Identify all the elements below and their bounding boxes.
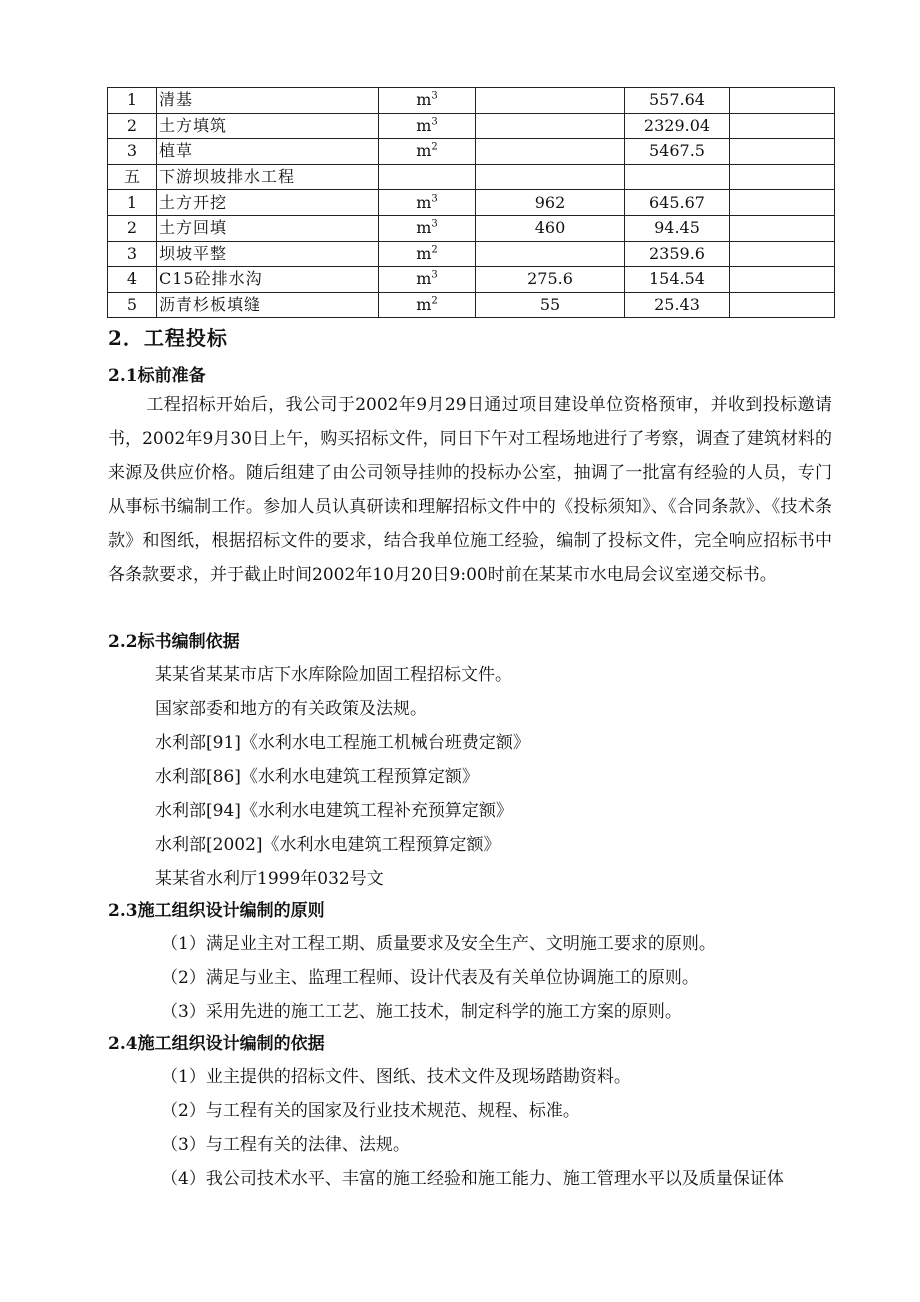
cell-unit	[379, 113, 476, 139]
basis-line-6: 水利部[2002]《水利水电建筑工程预算定额》	[155, 835, 501, 855]
cell-unit	[379, 241, 476, 267]
cell-unit	[379, 267, 476, 293]
cell-quantity-2-text: 2359.6	[649, 243, 705, 263]
cell-quantity-1	[476, 292, 625, 318]
cell-item-name	[157, 267, 379, 293]
principle-item-3: （3）采用先进的施工工艺、施工技术，制定科学的施工方案的原则。	[161, 1002, 682, 1022]
cell-quantity-2-text: 557.64	[649, 90, 705, 110]
cell-item-name-text: 土方填筑	[159, 115, 228, 135]
cell-quantity-2	[625, 88, 730, 114]
basis-line-5: 水利部[94]《水利水电建筑工程补充预算定额》	[155, 801, 513, 821]
section-2-title: 2．工程投标	[108, 326, 228, 350]
quantity-table	[107, 87, 835, 318]
cell-unit	[379, 190, 476, 216]
cell-item-name	[157, 292, 379, 318]
cell-unit	[379, 292, 476, 318]
cell-quantity-1-text: 55	[539, 295, 561, 315]
section-2-2-title: 2.2标书编制依据	[108, 632, 240, 652]
cell-item-name-text: 下游坝坡排水工程	[159, 167, 296, 187]
cell-item-name-text: 清基	[159, 90, 194, 110]
cell-no-text: 5	[126, 295, 138, 315]
cell-quantity-2	[625, 190, 730, 216]
cell-unit	[379, 164, 476, 190]
cell-item-name-text: 坝坡平整	[159, 243, 228, 263]
basis-line-7: 某某省水利厅1999年032号文	[155, 869, 384, 889]
basis-item-2: （2）与工程有关的国家及行业技术规范、规程、标准。	[161, 1101, 580, 1121]
cell-item-name-text: 沥青杉板填缝	[159, 295, 262, 315]
cell-no	[108, 139, 157, 165]
cell-quantity-1	[476, 215, 625, 241]
cell-remark	[730, 215, 835, 241]
cell-unit-text: m	[416, 141, 432, 161]
principle-item-1: （1）满足业主对工程工期、质量要求及安全生产、文明施工要求的原则。	[161, 934, 716, 954]
cell-item-name	[157, 139, 379, 165]
section-2-4-title: 2.4施工组织设计编制的依据	[108, 1034, 325, 1054]
cell-no-text: 2	[126, 218, 138, 238]
unit-exponent: 3	[431, 270, 438, 282]
cell-no	[108, 241, 157, 267]
cell-quantity-2	[625, 292, 730, 318]
cell-quantity-2-text: 94.45	[654, 218, 700, 238]
cell-quantity-1	[476, 139, 625, 165]
basis-line-3: 水利部[91]《水利水电工程施工机械台班费定额》	[155, 733, 530, 753]
cell-unit-text: m	[416, 295, 432, 315]
cell-no-text: 1	[126, 192, 138, 212]
section-2-1-title: 2.1标前准备	[108, 366, 206, 386]
section-2-1-paragraph	[108, 388, 832, 592]
table-row	[108, 292, 835, 318]
cell-remark	[730, 292, 835, 318]
cell-unit	[379, 215, 476, 241]
cell-remark	[730, 267, 835, 293]
cell-no-text: 五	[123, 167, 140, 187]
unit-exponent: 2	[431, 295, 438, 307]
cell-quantity-2	[625, 139, 730, 165]
cell-no	[108, 267, 157, 293]
cell-no	[108, 113, 157, 139]
cell-item-name-text: 植草	[159, 141, 194, 161]
cell-unit	[379, 139, 476, 165]
unit-exponent: 2	[431, 142, 438, 154]
cell-quantity-2-text: 2329.04	[643, 115, 711, 135]
basis-line-1: 某某省某某市店下水库除险加固工程招标文件。	[155, 665, 512, 685]
cell-no	[108, 190, 157, 216]
table-row	[108, 241, 835, 267]
cell-no-text: 4	[126, 269, 138, 289]
cell-no	[108, 164, 157, 190]
basis-item-3: （3）与工程有关的法律、法规。	[161, 1135, 410, 1155]
cell-remark	[730, 88, 835, 114]
unit-exponent: 3	[431, 116, 438, 128]
cell-unit-text: m	[416, 269, 432, 289]
table-row	[108, 190, 835, 216]
cell-quantity-2	[625, 241, 730, 267]
cell-quantity-2	[625, 215, 730, 241]
cell-quantity-1-text: 460	[534, 218, 566, 238]
table-row	[108, 267, 835, 293]
cell-quantity-2-text: 25.43	[654, 295, 700, 315]
cell-remark	[730, 241, 835, 267]
principle-item-2: （2）满足与业主、监理工程师、设计代表及有关单位协调施工的原则。	[161, 968, 699, 988]
cell-remark	[730, 164, 835, 190]
cell-item-name-text: 土方开挖	[159, 192, 228, 212]
cell-quantity-1	[476, 267, 625, 293]
cell-item-name	[157, 113, 379, 139]
cell-unit-text: m	[416, 192, 432, 212]
unit-exponent: 3	[431, 90, 438, 102]
cell-item-name-text: 土方回填	[159, 218, 228, 238]
section-2-1-text: 工程招标开始后，我公司于2002年9月29日通过项目建设单位资格预审，并收到投标邀请书，2002年9月30日上午，购买招标文件，同日下午对工程场地进行了考察，调查了建筑材料的来源及供应价格。随后组建了由公司领导挂帅的投标办公室，抽调了一批富有经验的人员，专门从事标书编制工作。参加人员认真研读和理解招标文件中的《投标须知》、《合同条款》、《技术条款》和图纸，根据招标文件的要求，结合我单位施工经验，编制了投标文件，完全响应招标书中各条款要求，并于截止时间2002年10月20日9:00时前在某某市水电局会议室递交标书。	[108, 395, 832, 585]
cell-no-text: 2	[126, 115, 138, 135]
cell-quantity-1	[476, 164, 625, 190]
cell-unit-text: m	[416, 243, 432, 263]
cell-item-name	[157, 164, 379, 190]
cell-quantity-2	[625, 113, 730, 139]
unit-exponent: 3	[431, 193, 438, 205]
cell-no-text: 3	[126, 141, 138, 161]
cell-unit-text: m	[416, 218, 432, 238]
cell-no-text: 3	[126, 243, 138, 263]
cell-item-name-text: C15砼排水沟	[159, 269, 263, 289]
cell-unit	[379, 88, 476, 114]
cell-item-name	[157, 88, 379, 114]
cell-quantity-1	[476, 88, 625, 114]
cell-quantity-2-text: 645.67	[649, 192, 705, 212]
cell-no-text: 1	[126, 90, 138, 110]
table-row	[108, 215, 835, 241]
cell-quantity-2-text: 154.54	[649, 269, 705, 289]
cell-no	[108, 292, 157, 318]
cell-quantity-2-text: 5467.5	[649, 141, 705, 161]
cell-remark	[730, 190, 835, 216]
cell-quantity-1-text: 962	[534, 192, 566, 212]
cell-remark	[730, 139, 835, 165]
cell-quantity-1	[476, 241, 625, 267]
section-2-3-title: 2.3施工组织设计编制的原则	[108, 901, 325, 921]
cell-no	[108, 215, 157, 241]
cell-quantity-1	[476, 190, 625, 216]
cell-quantity-1	[476, 113, 625, 139]
cell-no	[108, 88, 157, 114]
basis-item-4: （4）我公司技术水平、丰富的施工经验和施工能力、施工管理水平以及质量保证体	[161, 1169, 784, 1189]
table-row	[108, 139, 835, 165]
unit-exponent: 3	[431, 218, 438, 230]
cell-item-name	[157, 190, 379, 216]
table-row	[108, 164, 835, 190]
basis-line-2: 国家部委和地方的有关政策及法规。	[155, 699, 427, 719]
cell-quantity-2	[625, 164, 730, 190]
cell-quantity-1-text: 275.6	[527, 269, 573, 289]
basis-line-4: 水利部[86]《水利水电建筑工程预算定额》	[155, 767, 479, 787]
unit-exponent: 2	[431, 244, 438, 256]
basis-item-1: （1）业主提供的招标文件、图纸、技术文件及现场踏勘资料。	[161, 1067, 631, 1087]
cell-item-name	[157, 241, 379, 267]
cell-unit-text: m	[416, 115, 432, 135]
cell-item-name	[157, 215, 379, 241]
cell-unit-text: m	[416, 90, 432, 110]
cell-remark	[730, 113, 835, 139]
table-row	[108, 88, 835, 114]
table-row	[108, 113, 835, 139]
quantity-table-body	[108, 88, 835, 318]
cell-quantity-2	[625, 267, 730, 293]
